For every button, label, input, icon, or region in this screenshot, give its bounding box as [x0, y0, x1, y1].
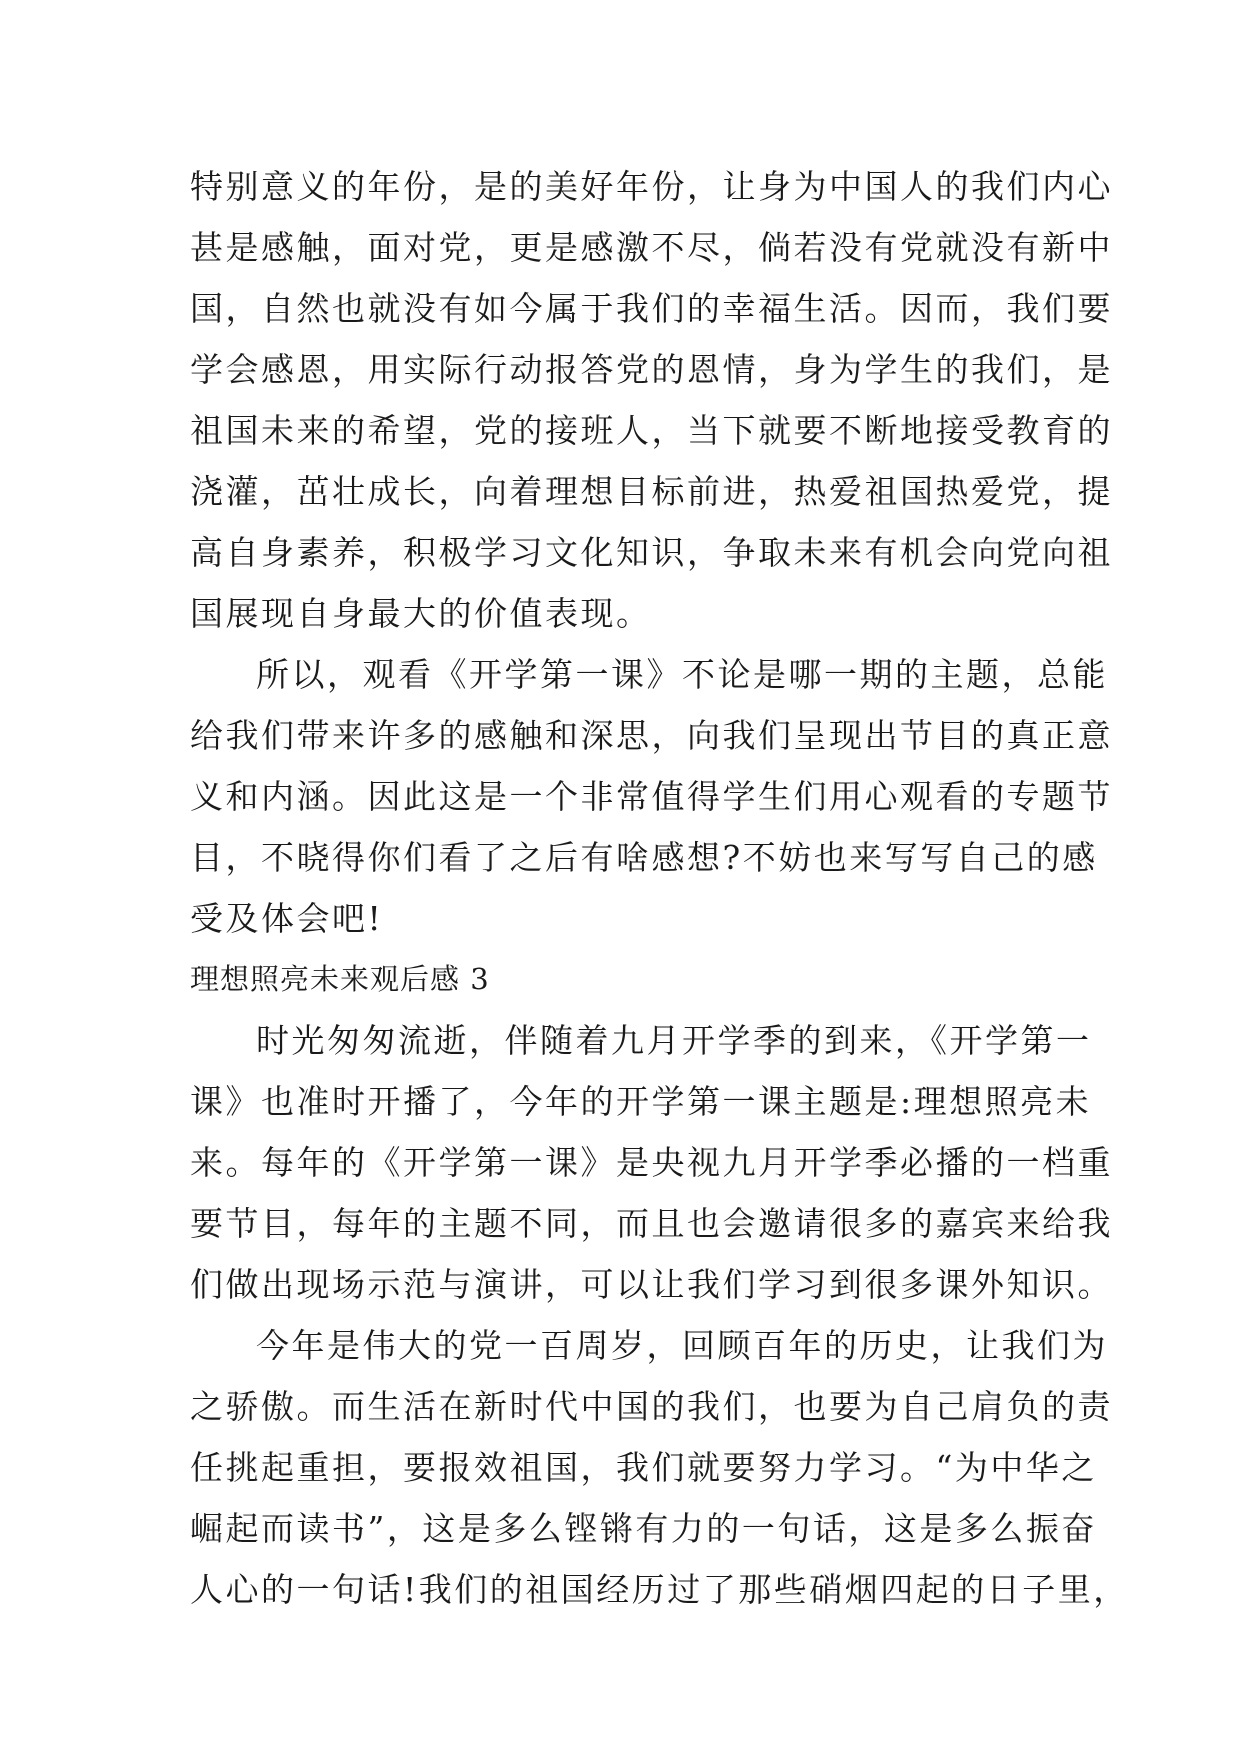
text-line: 学会感恩，用实际行动报答党的恩情，身为学生的我们，是	[190, 350, 1113, 389]
text-line: 给我们带来许多的感触和深思，向我们呈现出节目的真正意	[190, 716, 1113, 755]
text-line: 甚是感触，面对党，更是感激不尽，倘若没有党就没有新中	[190, 228, 1113, 267]
text-line: 受及体会吧!	[190, 899, 384, 938]
text-line: 目，不晓得你们看了之后有啥感想?不妨也来写写自己的感	[190, 838, 1098, 877]
text-line: 崛起而读书”，这是多么铿锵有力的一句话，这是多么振奋	[190, 1509, 1097, 1548]
paragraph-3	[190, 1010, 1113, 1315]
text-line: 特别意义的年份，是的美好年份，让身为中国人的我们内心	[190, 167, 1113, 206]
text-line: 要节目，每年的主题不同，而且也会邀请很多的嘉宾来给我	[190, 1204, 1113, 1243]
text-line: 们做出现场示范与演讲，可以让我们学习到很多课外知识。	[190, 1265, 1113, 1304]
text-line: 来。每年的《开学第一课》是央视九月开学季必播的一档重	[190, 1143, 1113, 1182]
paragraph-1	[190, 156, 1113, 644]
text-line: 任挑起重担，要报效祖国，我们就要努力学习。“为中华之	[190, 1448, 1097, 1487]
text-line: 人心的一句话!我们的祖国经历过了那些硝烟四起的日子里，	[190, 1570, 1129, 1609]
text-line: 国展现自身最大的价值表现。	[190, 594, 652, 633]
text-line: 义和内涵。因此这是一个非常值得学生们用心观看的专题节	[190, 777, 1113, 816]
text-line: 今年是伟大的党一百周岁，回顾百年的历史，让我们为	[256, 1326, 1108, 1365]
text-line: 之骄傲。而生活在新时代中国的我们，也要为自己肩负的责	[190, 1387, 1113, 1426]
paragraph-2	[190, 644, 1113, 949]
text-line: 浇灌，茁壮成长，向着理想目标前进，热爱祖国热爱党，提	[190, 472, 1113, 511]
section-heading: 理想照亮未来观后感 3	[190, 962, 490, 996]
document-body	[190, 156, 1129, 1620]
text-line: 国，自然也就没有如今属于我们的幸福生活。因而，我们要	[190, 289, 1113, 328]
text-line: 祖国未来的希望，党的接班人，当下就要不断地接受教育的	[190, 411, 1113, 450]
text-line: 高自身素养，积极学习文化知识，争取未来有机会向党向祖	[190, 533, 1113, 572]
text-line: 课》也准时开播了，今年的开学第一课主题是:理想照亮未	[190, 1082, 1092, 1121]
paragraph-4	[190, 1315, 1129, 1620]
text-line: 所以，观看《开学第一课》不论是哪一期的主题，总能	[256, 655, 1108, 694]
text-line: 时光匆匆流逝，伴随着九月开学季的到来，《开学第一	[256, 1021, 1092, 1060]
